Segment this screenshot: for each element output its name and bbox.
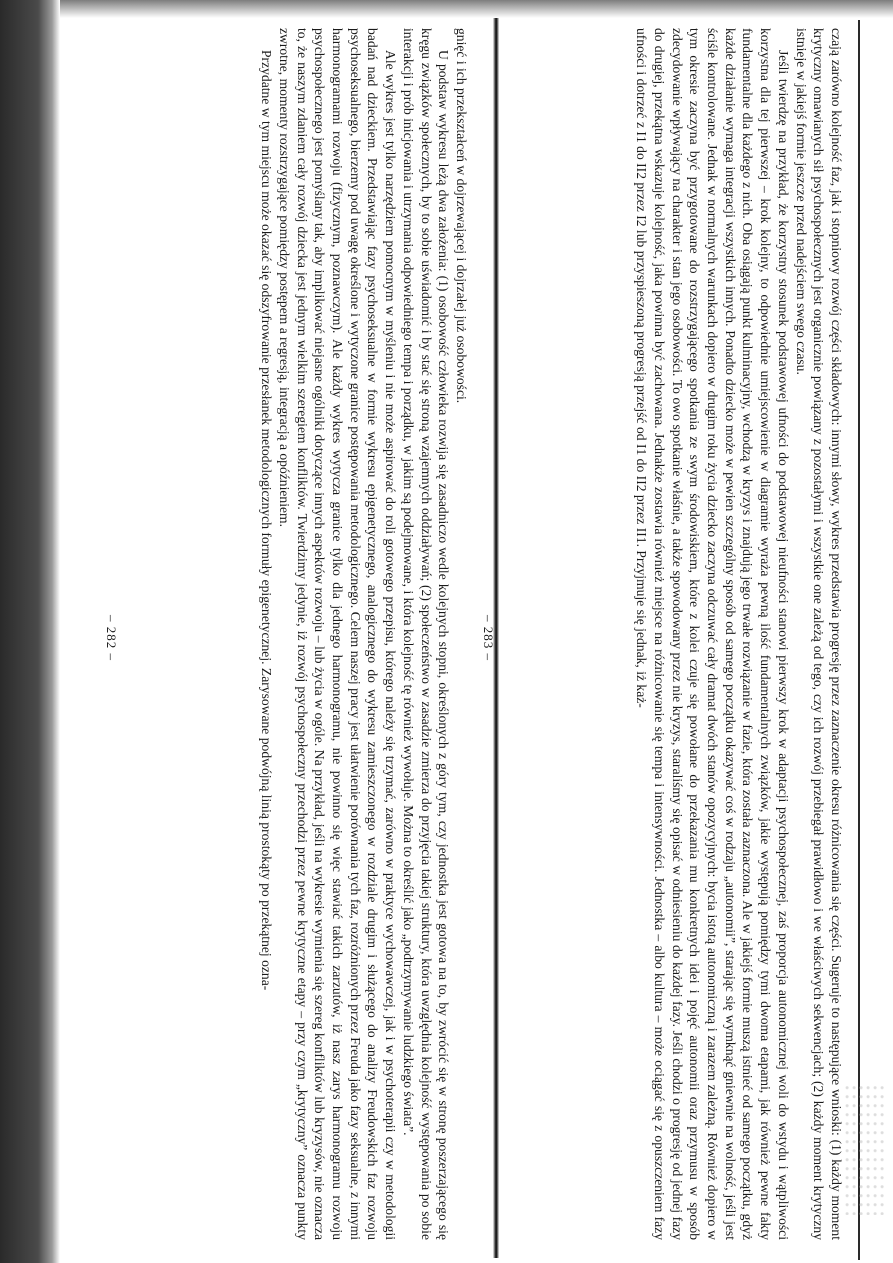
paragraph: U podstaw wykresu leżą dwa założenia: (1) osobowość człowieka rozwija się zasadniczo wedle kolejnych stopni, określonych z góry tym, czy jednostka jest gotowa na to, by zwrócić się w stronę poszerzającego się kręgu związków społecznych, by to sobie uświadomić i by stać się stroną wzajemnych oddziaływań; (2) społeczeństwo w zasadzie zmierza do przyjęcia takiej struktury, która uwzględnia kolejność występowania po sobie interakcji i prób inicjowania i utrzymania odpowiedniego tempa i porządku, w jakim są podejmowane, i która kolejność tę również wywołuje. Można to określić jako „podtrzymywanie ludzkiego świata”. — [400, 28, 452, 1240]
page-283 — [515, 28, 845, 1240]
page-edge-line — [858, 20, 860, 1260]
paragraph: czają zarówno kolejność faz, jak i stopniowy rozwój części składowych: innymi słowy, wykres przedstawia progresję przez zaznaczenie okresu różnicowania się części. Sugeruje to następujące wnioski: (1) każdy moment krytyczny omawianych sił psychospołecznych jest organicznie powiązany z pozostałymi i wszystkie one zależą od tego, czy ich rozwój przebiegał prawidłowo i we właściwych sekwencjach; (2) każdy moment krytyczny istnieje w jakiejś formie jeszcze przed nadejściem swego czasu. — [793, 28, 844, 1240]
paragraph: Przydatne w tym miejscu może okazać się odszyfrowanie przesłanek metodologicznych formuły epigenetycznej. Zarysowane podwójną linią prostokąty po przekątnej ozna- — [259, 50, 275, 991]
page-number-283: – 283 – — [481, 615, 496, 661]
scan-top-edge-shadow — [0, 0, 893, 18]
page-282-text — [142, 28, 470, 1240]
scan-speckle-noise — [845, 1085, 885, 1215]
page-282 — [142, 28, 470, 1240]
paragraph: Jeśli twierdzę na przykład, że korzystny stosunek podstawowej ufności do podstawowej nieufności stanowi pierwszy krok w adaptacji psychospołecznej, zaś proporcja autonomicznej woli do wstydu i wątpliwości korzystna dla tej pierwszej – krok kolejny, to odpowiednie umiejscowienie w diagramie wyraża pewną ilość fundamentalnych związków, jakie występują pomiędzy tymi dwoma etapami, jak również pewne fakty fundamentalne dla każdego z nich. Oba osiągają punkt kulminacyjny, wchodzą w kryzys i znajdują jego trwałe rozwiązanie w fazie, która została zaznaczona. Ale w jakiejś formie muszą istnieć od samego początku, gdyż każde działanie wymaga integracji wszystkich innych. Ponadto dziecko może w pewien szczególny sposób od samego początku okazywać coś w rodzaju „autonomii”, starając się wymknąć gniewnie na wolność, jeśli jest ściśle kontrolowane. Jednak w normalnych warunkach dopiero w drugim roku życia dziecko zaczyna odczuwać cały dramat dwóch stanów opozycyjnych: bycia istotą autonomiczną i zarazem zależną. Również dopiero w tym okresie zaczyna być przygotowane do rozstrzygającego spotkania ze swym środowiskiem, które z kolei czuje się powołane do przekazania mu konkretnych idei i pojęć autonomii oraz przymusu w sposób zdecydowanie wpływający na charakter i stan jego osobowości. To owo spotkanie właśnie, a także spowodowany przez nie kryzys, staraliśmy się opisać w odniesieniu do każdej fazy. Jeśli chodzi o progresję od jednej fazy do drugiej, przekątna wskazuje kolejność, jaka powinna być zachowana. Jednakże zostawia również miejsce na różnicowanie się tempa i intensywności. Jednostka – albo kultura – może ociągać się z opuszczeniem fazy ufności i dotrzeć z I1 do II2 przez I2 lub przyspieszoną progresją przejść od I1 do II2 przez II1. Przyjmuje się jednak, iż każ- — [634, 28, 791, 1240]
scan-binding-shadow — [0, 0, 60, 1263]
paragraph: Ale wykres jest tylko narzędziem pomocnym w myśleniu i nie może aspirować do roli gotowego przepisu, którego należy się trzymać, zarówno w praktyce wychowawczej, jak i w psychoterapii czy w metodologii badań nad dzieckiem. Przedstawiając fazy psychoseksualne w formie wykresu epigenetycznego, analogicznego do wykresu zamieszczonego w rozdziale drugim i służącego do analizy Freudowskich faz rozwoju psychoseksualnego, bierzemy pod uwagę określone i wytyczone granice postępowania metodologicznego. Celem naszej pracy jest ułatwienie porównania tych faz, rozróżnionych przez Freuda jako fazy seksualne, z innymi harmonogramami rozwoju (fizycznym, poznawczym). Ale każdy wykres wytycza granice tylko dla jednego harmonogramu, nie powinno się więc stawiać takich zarzutów, iż nasz zarys harmonogramu rozwoju psychospołecznego jest pomyślany tak, aby implikować niejasne ogólniki dotyczące innych aspektów rozwoju – lub życia w ogóle. Na przykład, jeśli na wykresie wymienia się szereg konfliktów lub kryzysów, nie oznacza to, że naszym zdaniem cały rozwój dziecka jest jednym wielkim szeregiem konfliktów. Twierdzimy jedynie, iż rozwój psychospołeczny przechodzi przez pewne krytyczne etapy – przy czym „krytyczny” oznacza punkty zwrotne, momenty rozstrzygające pomiędzy postępem a regresją, integracją a opóźnieniem. — [276, 28, 399, 1240]
page-number-282: – 282 – — [104, 615, 119, 661]
page-283-text — [515, 28, 845, 1240]
paragraph: gnięć i ich przekształceń w dojrzewającej i dojrzałej już osobowości. — [454, 28, 469, 404]
